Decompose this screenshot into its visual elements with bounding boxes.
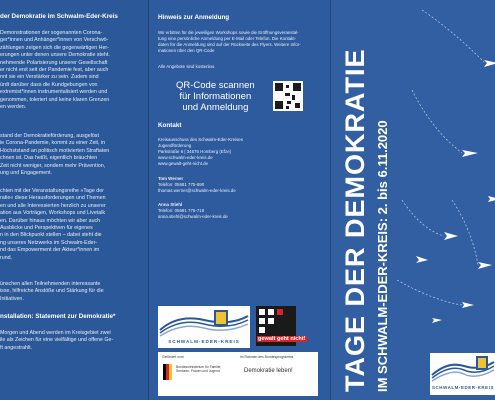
- heading-democracy: der Demokratie im Schwalm-Eder-Kreis: [0, 13, 118, 20]
- heading-contact: Kontakt: [158, 122, 182, 129]
- paragraph-1: Demonstrationen der sogenannten Corona- ger*innen und Anhänger*innen von Verschwö- zählungen zeigen sich die gegenwärtigen Her- erungen unter denen unsere Demokratie steht. nehmende Polarisierung unserer Gesellschaft er nicht erst seit der Pandemie fest, aber auch nnt sie ein Verstärker zu sein. Zudem sind ürdt darüber dass die Kundgebungen von extremist*innen instrumentalisiert werden und genommen, toleriert und keine klaren Grenzen en werden.: [0, 30, 110, 111]
- qr-caption: QR-Code scannen für Informationen und Anmeldung: [176, 80, 255, 113]
- contact-person-1: Tom Werner Telefon: 05681 775-690 thomas.werner@schwalm-eder-kreis.de: [158, 176, 236, 193]
- german-flag-icon: [163, 364, 173, 380]
- ggn-logo: gewalt geht nicht!: [256, 306, 296, 346]
- paragraph-5: Morgen und Abend werden im Kreisgebiet zwei ile als Zeichen für eine vielfältige und offene Ge- ft angestrahlt.: [0, 330, 114, 351]
- left-panel: [0, 0, 148, 400]
- paragraph-4: ünschen allen Teilnehmenden interessante isse, hilfreiche Anstöße und Stärkung für die Initiativen.: [0, 281, 104, 302]
- cover-county-logo: SCHWALM-EDER-KREIS: [430, 353, 495, 395]
- paragraph-2: stand der Demokratieförderung, ausgelöst ie Corona-Pandemie, kommt zu einer Zeit, in Höchststand an politisch motivierten Straftaten chnen ist. Das heißt, eigentlich bräuchten Zeit nicht weniger, sondern mehr Prävention, ung und Engagement.: [0, 133, 110, 177]
- cover-county-wave-icon: [430, 353, 495, 383]
- paper-planes-illustration: [392, 0, 495, 330]
- registration-text: Wir erbitten für die jeweiligen Workshops sowie die Eröffnungsveranstal- tung eine persönliche Anmeldung per E-Mail oder Telefon. Die Kontakt- daten für die Anmeldung sind auf der Rückseite des Flyers. Weitere Infor- mationen über den QR-Code: [158, 30, 301, 53]
- cover-panel: [330, 0, 495, 400]
- county-logo: SCHWALM-EDER-KREIS: [158, 306, 250, 348]
- qr-code-icon[interactable]: [273, 81, 303, 111]
- county-wave-icon: [158, 306, 250, 338]
- contact-person-2: Anna Stiehl Telefon: 05681 775-718 anna.stiehl@schwalm-eder-kreis.de: [158, 202, 228, 219]
- heading-registration: Hinweis zur Anmeldung: [158, 14, 230, 21]
- funding-strip: Gefördert vom im Rahmen des Bundesprogramms Bundesministerium für Familie, Senioren, Frauen und Jugend Demokratie leben!: [158, 352, 318, 396]
- demokratie-leben-logo: Demokratie leben!: [244, 368, 293, 374]
- heading-installation: nstallation: Statement zur Demokratie*: [0, 313, 116, 320]
- cover-title: TAGE DER DEMOKRATIE: [340, 48, 370, 392]
- middle-panel: [148, 0, 330, 400]
- free-note: Alle Angebote sind kostenlos.: [158, 64, 216, 69]
- org-block: Kreisausschuss des Schwalm-Eder-Kreises Jugendförderung Parkstraße 6 | 34576 Homberg (Efze) www.schwalm-eder-kreis.de www.gewalt-geht-nicht.de: [158, 137, 243, 166]
- cover-subtitle: IM SCHWALM-EDER-KREIS: 2. bis 6.11.2020: [375, 120, 390, 392]
- paragraph-3: chten mit der Veranstaltungsreihe »Tage der ratie« diese Herausforderungen und Themen en und alle Interessierten herzlich zu unserer ation aus Vorträgen, Workshops und Livetalk en. Darüber hinaus möchten wir aber auch Ausblicke und Perspektiven für eigenes n in den Blickpunkt stellen – dabei steht die ng unseres Netzwerks im Schwalm-Eder- nd das Empowerment der Akteur*innen im rund.: [0, 188, 106, 261]
